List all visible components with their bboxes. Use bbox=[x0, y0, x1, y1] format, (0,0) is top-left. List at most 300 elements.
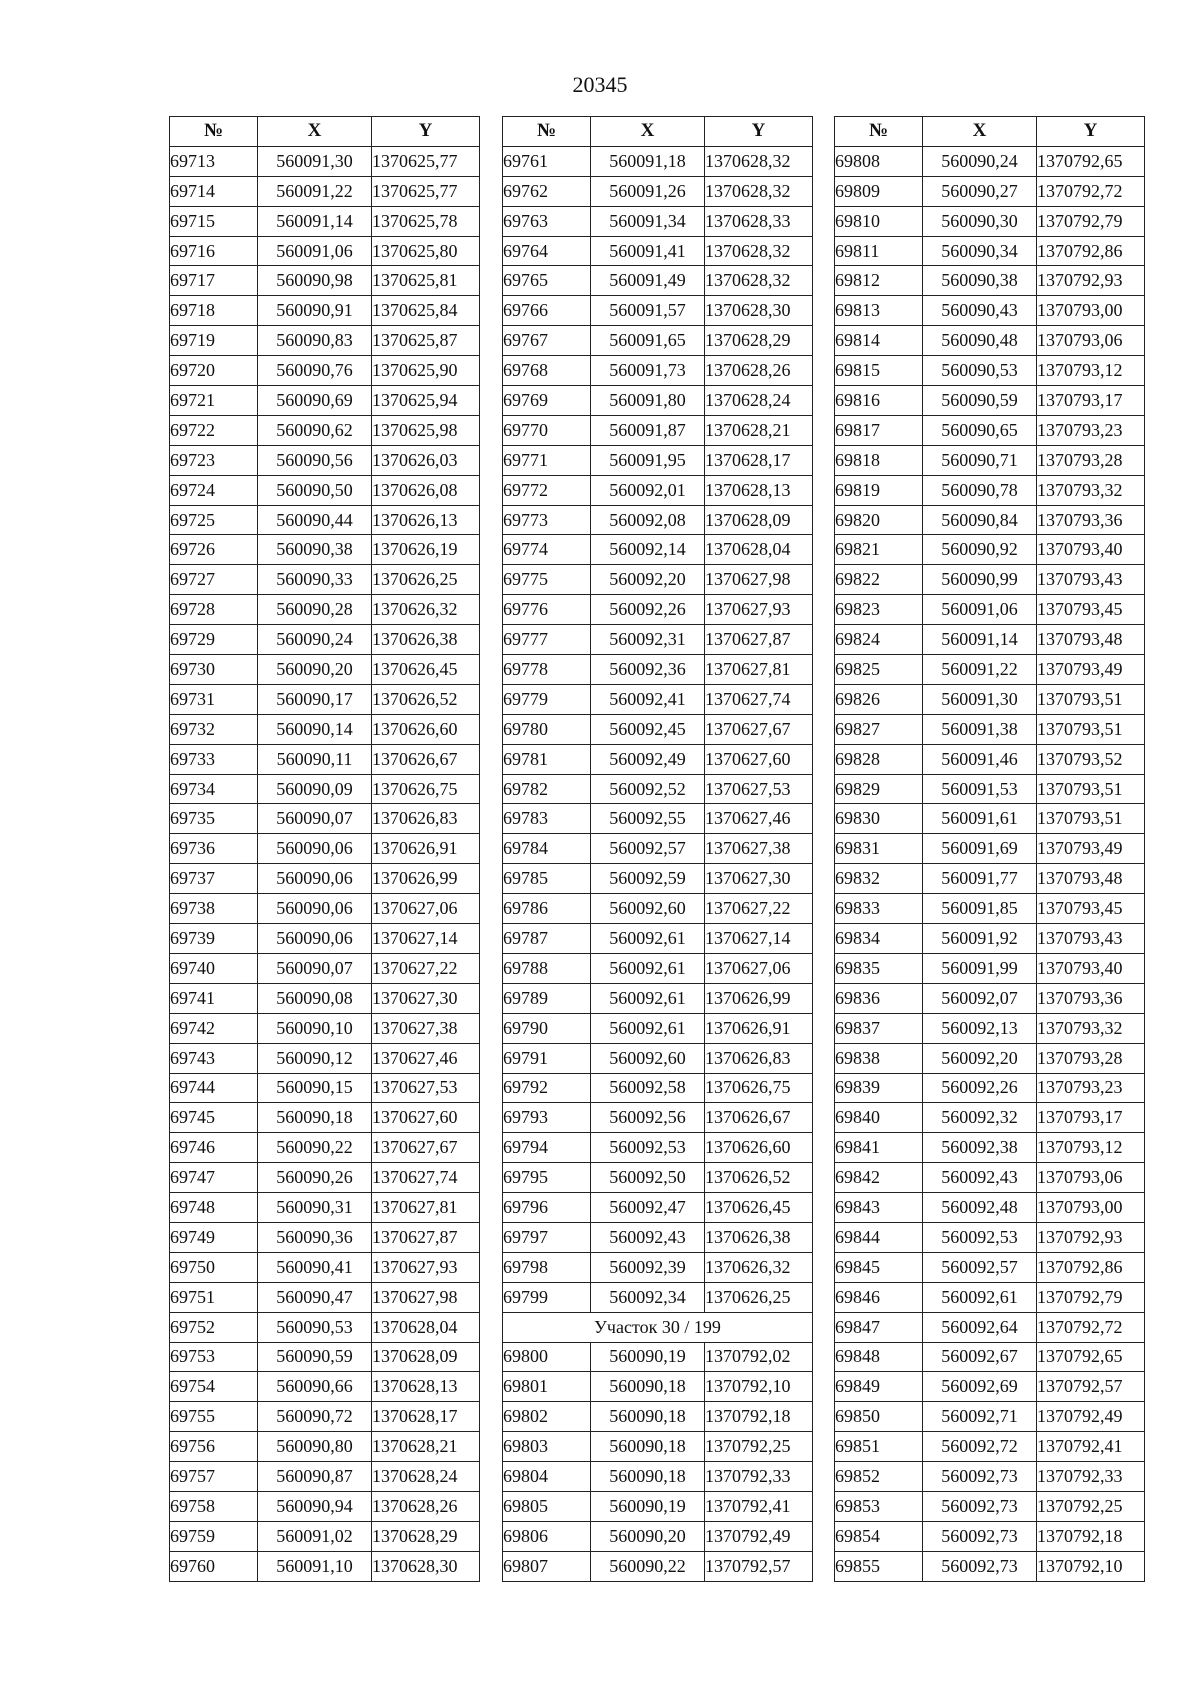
x-coordinate-cell: 560091,65 bbox=[591, 326, 705, 356]
point-number-cell: 69754 bbox=[170, 1372, 258, 1402]
y-coordinate-cell: 1370792,86 bbox=[1037, 236, 1145, 266]
table-row bbox=[170, 744, 480, 774]
table-row bbox=[503, 684, 813, 714]
table-row bbox=[503, 535, 813, 565]
y-coordinate-cell: 1370627,81 bbox=[372, 1193, 480, 1223]
y-coordinate-cell: 1370628,29 bbox=[705, 326, 813, 356]
point-number-cell: 69787 bbox=[503, 924, 591, 954]
table-row bbox=[503, 1252, 813, 1282]
y-coordinate-cell: 1370626,91 bbox=[705, 1013, 813, 1043]
y-coordinate-cell: 1370626,52 bbox=[705, 1163, 813, 1193]
x-coordinate-cell: 560092,61 bbox=[591, 1013, 705, 1043]
point-number-cell: 69735 bbox=[170, 804, 258, 834]
y-coordinate-cell: 1370793,51 bbox=[1037, 804, 1145, 834]
y-coordinate-cell: 1370793,51 bbox=[1037, 774, 1145, 804]
table-row bbox=[835, 1521, 1145, 1551]
point-number-cell: 69776 bbox=[503, 595, 591, 625]
point-number-cell: 69743 bbox=[170, 1043, 258, 1073]
point-number-cell: 69729 bbox=[170, 625, 258, 655]
point-number-cell: 69728 bbox=[170, 595, 258, 625]
y-coordinate-cell: 1370627,06 bbox=[372, 894, 480, 924]
y-coordinate-cell: 1370792,18 bbox=[705, 1402, 813, 1432]
table-row bbox=[503, 1163, 813, 1193]
y-coordinate-cell: 1370626,60 bbox=[705, 1133, 813, 1163]
table-row bbox=[503, 1521, 813, 1551]
table-row bbox=[170, 475, 480, 505]
point-number-cell: 69715 bbox=[170, 206, 258, 236]
x-coordinate-cell: 560092,43 bbox=[923, 1163, 1037, 1193]
x-coordinate-cell: 560092,59 bbox=[591, 864, 705, 894]
table-row bbox=[835, 1252, 1145, 1282]
table-row bbox=[170, 386, 480, 416]
point-number-cell: 69773 bbox=[503, 505, 591, 535]
y-coordinate-cell: 1370626,38 bbox=[705, 1222, 813, 1252]
table-row bbox=[503, 146, 813, 176]
table-row bbox=[503, 655, 813, 685]
point-number-cell: 69802 bbox=[503, 1402, 591, 1432]
point-number-cell: 69742 bbox=[170, 1013, 258, 1043]
x-coordinate-cell: 560092,57 bbox=[591, 834, 705, 864]
x-coordinate-cell: 560090,84 bbox=[923, 505, 1037, 535]
y-coordinate-cell: 1370793,48 bbox=[1037, 864, 1145, 894]
x-coordinate-cell: 560092,49 bbox=[591, 744, 705, 774]
x-coordinate-cell: 560092,31 bbox=[591, 625, 705, 655]
point-number-cell: 69740 bbox=[170, 953, 258, 983]
y-coordinate-cell: 1370626,38 bbox=[372, 625, 480, 655]
table-row bbox=[170, 146, 480, 176]
table-row bbox=[170, 1193, 480, 1223]
x-coordinate-cell: 560090,24 bbox=[258, 625, 372, 655]
y-coordinate-cell: 1370793,00 bbox=[1037, 1193, 1145, 1223]
point-number-cell: 69731 bbox=[170, 684, 258, 714]
y-coordinate-cell: 1370793,00 bbox=[1037, 296, 1145, 326]
point-number-cell: 69808 bbox=[835, 146, 923, 176]
table-row bbox=[835, 625, 1145, 655]
table-row bbox=[835, 864, 1145, 894]
table-row bbox=[170, 684, 480, 714]
x-coordinate-cell: 560092,71 bbox=[923, 1402, 1037, 1432]
table-row bbox=[503, 1551, 813, 1581]
x-coordinate-cell: 560090,18 bbox=[591, 1462, 705, 1492]
x-coordinate-cell: 560090,41 bbox=[258, 1252, 372, 1282]
table-row bbox=[835, 236, 1145, 266]
point-number-cell: 69769 bbox=[503, 386, 591, 416]
y-coordinate-cell: 1370793,12 bbox=[1037, 356, 1145, 386]
point-number-cell: 69737 bbox=[170, 864, 258, 894]
page-number: 20345 bbox=[572, 72, 628, 97]
y-coordinate-cell: 1370625,78 bbox=[372, 206, 480, 236]
x-coordinate-cell: 560090,14 bbox=[258, 714, 372, 744]
point-number-cell: 69744 bbox=[170, 1073, 258, 1103]
x-coordinate-cell: 560090,65 bbox=[923, 415, 1037, 445]
point-number-cell: 69747 bbox=[170, 1163, 258, 1193]
y-coordinate-cell: 1370792,93 bbox=[1037, 1222, 1145, 1252]
table-row bbox=[170, 953, 480, 983]
point-number-cell: 69840 bbox=[835, 1103, 923, 1133]
table-row bbox=[170, 236, 480, 266]
y-coordinate-cell: 1370627,30 bbox=[372, 983, 480, 1013]
point-number-cell: 69795 bbox=[503, 1163, 591, 1193]
x-coordinate-cell: 560091,26 bbox=[591, 176, 705, 206]
point-number-cell: 69799 bbox=[503, 1282, 591, 1312]
point-number-cell: 69843 bbox=[835, 1193, 923, 1223]
y-coordinate-cell: 1370792,72 bbox=[1037, 176, 1145, 206]
y-coordinate-cell: 1370627,38 bbox=[705, 834, 813, 864]
y-coordinate-cell: 1370793,17 bbox=[1037, 386, 1145, 416]
y-coordinate-cell: 1370628,21 bbox=[372, 1432, 480, 1462]
table-row bbox=[835, 1013, 1145, 1043]
x-coordinate-cell: 560090,06 bbox=[258, 924, 372, 954]
x-coordinate-cell: 560090,87 bbox=[258, 1462, 372, 1492]
y-coordinate-cell: 1370793,52 bbox=[1037, 744, 1145, 774]
x-coordinate-cell: 560091,18 bbox=[591, 146, 705, 176]
x-coordinate-cell: 560092,26 bbox=[591, 595, 705, 625]
table-row bbox=[835, 1043, 1145, 1073]
table-header-row bbox=[170, 117, 480, 147]
point-number-cell: 69759 bbox=[170, 1521, 258, 1551]
table-row bbox=[835, 1432, 1145, 1462]
x-coordinate-cell: 560090,06 bbox=[258, 864, 372, 894]
table-row bbox=[170, 714, 480, 744]
x-coordinate-cell: 560090,20 bbox=[591, 1521, 705, 1551]
y-coordinate-cell: 1370792,25 bbox=[1037, 1491, 1145, 1521]
y-coordinate-cell: 1370627,87 bbox=[705, 625, 813, 655]
point-number-cell: 69797 bbox=[503, 1222, 591, 1252]
y-coordinate-cell: 1370628,33 bbox=[705, 206, 813, 236]
y-coordinate-cell: 1370627,93 bbox=[705, 595, 813, 625]
y-coordinate-cell: 1370628,29 bbox=[372, 1521, 480, 1551]
table-row bbox=[503, 894, 813, 924]
x-coordinate-cell: 560090,59 bbox=[923, 386, 1037, 416]
table-row bbox=[170, 1491, 480, 1521]
table-row bbox=[503, 206, 813, 236]
point-number-cell: 69789 bbox=[503, 983, 591, 1013]
table-row bbox=[835, 475, 1145, 505]
x-coordinate-cell: 560090,27 bbox=[923, 176, 1037, 206]
section-label: Участок 30 / 199 bbox=[503, 1312, 813, 1342]
table-row bbox=[835, 296, 1145, 326]
table-row bbox=[503, 445, 813, 475]
table-row bbox=[835, 326, 1145, 356]
point-number-cell: 69753 bbox=[170, 1342, 258, 1372]
point-number-cell: 69718 bbox=[170, 296, 258, 326]
x-coordinate-cell: 560090,10 bbox=[258, 1013, 372, 1043]
point-number-cell: 69827 bbox=[835, 714, 923, 744]
y-coordinate-cell: 1370792,33 bbox=[1037, 1462, 1145, 1492]
point-number-cell: 69790 bbox=[503, 1013, 591, 1043]
y-coordinate-cell: 1370626,99 bbox=[705, 983, 813, 1013]
x-coordinate-cell: 560090,62 bbox=[258, 415, 372, 445]
x-coordinate-cell: 560092,60 bbox=[591, 894, 705, 924]
x-coordinate-cell: 560090,83 bbox=[258, 326, 372, 356]
x-coordinate-cell: 560092,73 bbox=[923, 1491, 1037, 1521]
y-coordinate-cell: 1370793,12 bbox=[1037, 1133, 1145, 1163]
y-coordinate-cell: 1370628,21 bbox=[705, 415, 813, 445]
x-coordinate-cell: 560090,09 bbox=[258, 774, 372, 804]
x-coordinate-cell: 560091,22 bbox=[923, 655, 1037, 685]
table-row bbox=[170, 864, 480, 894]
table-row bbox=[170, 1521, 480, 1551]
y-coordinate-cell: 1370627,74 bbox=[372, 1163, 480, 1193]
x-coordinate-cell: 560090,53 bbox=[258, 1312, 372, 1342]
y-coordinate-cell: 1370626,32 bbox=[705, 1252, 813, 1282]
x-coordinate-cell: 560090,06 bbox=[258, 894, 372, 924]
point-number-cell: 69823 bbox=[835, 595, 923, 625]
table-row bbox=[835, 924, 1145, 954]
x-coordinate-cell: 560092,07 bbox=[923, 983, 1037, 1013]
table-row bbox=[503, 625, 813, 655]
point-number-cell: 69805 bbox=[503, 1491, 591, 1521]
x-coordinate-cell: 560090,38 bbox=[258, 535, 372, 565]
table-row bbox=[170, 535, 480, 565]
y-coordinate-cell: 1370625,81 bbox=[372, 266, 480, 296]
point-number-cell: 69758 bbox=[170, 1491, 258, 1521]
point-number-cell: 69761 bbox=[503, 146, 591, 176]
y-coordinate-cell: 1370627,60 bbox=[705, 744, 813, 774]
table-row bbox=[503, 386, 813, 416]
table-row bbox=[835, 655, 1145, 685]
table-row bbox=[835, 206, 1145, 236]
x-coordinate-cell: 560090,31 bbox=[258, 1193, 372, 1223]
point-number-cell: 69730 bbox=[170, 655, 258, 685]
table-row bbox=[503, 415, 813, 445]
point-number-cell: 69853 bbox=[835, 1491, 923, 1521]
table-row bbox=[835, 445, 1145, 475]
x-coordinate-cell: 560091,80 bbox=[591, 386, 705, 416]
table-row bbox=[503, 176, 813, 206]
point-number-cell: 69809 bbox=[835, 176, 923, 206]
point-number-cell: 69723 bbox=[170, 445, 258, 475]
y-coordinate-cell: 1370628,30 bbox=[372, 1551, 480, 1581]
y-coordinate-cell: 1370628,17 bbox=[372, 1402, 480, 1432]
y-coordinate-cell: 1370628,32 bbox=[705, 176, 813, 206]
y-coordinate-cell: 1370628,26 bbox=[705, 356, 813, 386]
point-number-cell: 69855 bbox=[835, 1551, 923, 1581]
point-number-cell: 69760 bbox=[170, 1551, 258, 1581]
table-row bbox=[170, 1133, 480, 1163]
table-row bbox=[835, 595, 1145, 625]
point-number-cell: 69807 bbox=[503, 1551, 591, 1581]
point-number-cell: 69770 bbox=[503, 415, 591, 445]
y-coordinate-cell: 1370625,94 bbox=[372, 386, 480, 416]
table-row bbox=[170, 415, 480, 445]
x-coordinate-cell: 560090,59 bbox=[258, 1342, 372, 1372]
point-number-cell: 69725 bbox=[170, 505, 258, 535]
y-coordinate-cell: 1370628,24 bbox=[705, 386, 813, 416]
table-row bbox=[835, 1372, 1145, 1402]
point-number-cell: 69850 bbox=[835, 1402, 923, 1432]
x-coordinate-cell: 560092,20 bbox=[591, 565, 705, 595]
x-coordinate-cell: 560090,76 bbox=[258, 356, 372, 386]
point-number-cell: 69779 bbox=[503, 684, 591, 714]
table-row bbox=[170, 595, 480, 625]
point-number-cell: 69847 bbox=[835, 1312, 923, 1342]
y-coordinate-cell: 1370627,60 bbox=[372, 1103, 480, 1133]
x-coordinate-cell: 560091,73 bbox=[591, 356, 705, 386]
x-coordinate-cell: 560091,46 bbox=[923, 744, 1037, 774]
x-coordinate-cell: 560092,69 bbox=[923, 1372, 1037, 1402]
x-coordinate-cell: 560090,38 bbox=[923, 266, 1037, 296]
x-coordinate-cell: 560091,34 bbox=[591, 206, 705, 236]
table-row bbox=[503, 1342, 813, 1372]
table-row bbox=[835, 565, 1145, 595]
header-number: № bbox=[170, 117, 258, 147]
x-coordinate-cell: 560091,14 bbox=[923, 625, 1037, 655]
x-coordinate-cell: 560092,61 bbox=[591, 983, 705, 1013]
table-row bbox=[503, 475, 813, 505]
point-number-cell: 69732 bbox=[170, 714, 258, 744]
point-number-cell: 69826 bbox=[835, 684, 923, 714]
point-number-cell: 69833 bbox=[835, 894, 923, 924]
table-row bbox=[170, 1103, 480, 1133]
x-coordinate-cell: 560092,57 bbox=[923, 1252, 1037, 1282]
table-row bbox=[835, 834, 1145, 864]
y-coordinate-cell: 1370626,13 bbox=[372, 505, 480, 535]
y-coordinate-cell: 1370625,77 bbox=[372, 176, 480, 206]
x-coordinate-cell: 560092,38 bbox=[923, 1133, 1037, 1163]
point-number-cell: 69751 bbox=[170, 1282, 258, 1312]
x-coordinate-cell: 560090,22 bbox=[591, 1551, 705, 1581]
y-coordinate-cell: 1370627,67 bbox=[372, 1133, 480, 1163]
point-number-cell: 69836 bbox=[835, 983, 923, 1013]
table-row bbox=[170, 505, 480, 535]
y-coordinate-cell: 1370627,74 bbox=[705, 684, 813, 714]
y-coordinate-cell: 1370627,53 bbox=[705, 774, 813, 804]
y-coordinate-cell: 1370626,67 bbox=[372, 744, 480, 774]
table-row bbox=[503, 1402, 813, 1432]
y-coordinate-cell: 1370626,32 bbox=[372, 595, 480, 625]
point-number-cell: 69768 bbox=[503, 356, 591, 386]
x-coordinate-cell: 560090,07 bbox=[258, 953, 372, 983]
table-row bbox=[503, 924, 813, 954]
header-x: X bbox=[923, 117, 1037, 147]
point-number-cell: 69719 bbox=[170, 326, 258, 356]
point-number-cell: 69783 bbox=[503, 804, 591, 834]
y-coordinate-cell: 1370793,23 bbox=[1037, 415, 1145, 445]
table-row bbox=[503, 1372, 813, 1402]
coordinates-table-right bbox=[834, 116, 1145, 1582]
table-row bbox=[170, 655, 480, 685]
y-coordinate-cell: 1370627,38 bbox=[372, 1013, 480, 1043]
point-number-cell: 69831 bbox=[835, 834, 923, 864]
table-row bbox=[170, 1342, 480, 1372]
point-number-cell: 69821 bbox=[835, 535, 923, 565]
point-number-cell: 69755 bbox=[170, 1402, 258, 1432]
y-coordinate-cell: 1370793,43 bbox=[1037, 924, 1145, 954]
point-number-cell: 69792 bbox=[503, 1073, 591, 1103]
point-number-cell: 69752 bbox=[170, 1312, 258, 1342]
point-number-cell: 69813 bbox=[835, 296, 923, 326]
x-coordinate-cell: 560090,07 bbox=[258, 804, 372, 834]
point-number-cell: 69714 bbox=[170, 176, 258, 206]
y-coordinate-cell: 1370792,41 bbox=[705, 1491, 813, 1521]
y-coordinate-cell: 1370793,43 bbox=[1037, 565, 1145, 595]
point-number-cell: 69749 bbox=[170, 1222, 258, 1252]
x-coordinate-cell: 560090,99 bbox=[923, 565, 1037, 595]
x-coordinate-cell: 560090,71 bbox=[923, 445, 1037, 475]
x-coordinate-cell: 560090,26 bbox=[258, 1163, 372, 1193]
y-coordinate-cell: 1370625,98 bbox=[372, 415, 480, 445]
point-number-cell: 69845 bbox=[835, 1252, 923, 1282]
y-coordinate-cell: 1370793,28 bbox=[1037, 445, 1145, 475]
table-row bbox=[835, 894, 1145, 924]
x-coordinate-cell: 560090,33 bbox=[258, 565, 372, 595]
table-row bbox=[170, 983, 480, 1013]
table-row bbox=[170, 1163, 480, 1193]
x-coordinate-cell: 560092,67 bbox=[923, 1342, 1037, 1372]
table-row bbox=[170, 804, 480, 834]
y-coordinate-cell: 1370626,99 bbox=[372, 864, 480, 894]
y-coordinate-cell: 1370628,32 bbox=[705, 146, 813, 176]
y-coordinate-cell: 1370625,90 bbox=[372, 356, 480, 386]
y-coordinate-cell: 1370793,51 bbox=[1037, 684, 1145, 714]
point-number-cell: 69750 bbox=[170, 1252, 258, 1282]
y-coordinate-cell: 1370628,04 bbox=[705, 535, 813, 565]
table-row bbox=[835, 1342, 1145, 1372]
x-coordinate-cell: 560092,58 bbox=[591, 1073, 705, 1103]
y-coordinate-cell: 1370792,18 bbox=[1037, 1521, 1145, 1551]
table-row bbox=[503, 1043, 813, 1073]
x-coordinate-cell: 560092,26 bbox=[923, 1073, 1037, 1103]
table-row bbox=[503, 1222, 813, 1252]
point-number-cell: 69741 bbox=[170, 983, 258, 1013]
point-number-cell: 69854 bbox=[835, 1521, 923, 1551]
x-coordinate-cell: 560090,94 bbox=[258, 1491, 372, 1521]
x-coordinate-cell: 560091,30 bbox=[923, 684, 1037, 714]
y-coordinate-cell: 1370627,46 bbox=[705, 804, 813, 834]
table-row bbox=[503, 236, 813, 266]
y-coordinate-cell: 1370792,25 bbox=[705, 1432, 813, 1462]
x-coordinate-cell: 560090,19 bbox=[591, 1491, 705, 1521]
point-number-cell: 69771 bbox=[503, 445, 591, 475]
table-header-row bbox=[503, 117, 813, 147]
point-number-cell: 69764 bbox=[503, 236, 591, 266]
table-row bbox=[170, 565, 480, 595]
point-number-cell: 69767 bbox=[503, 326, 591, 356]
table-row bbox=[503, 1282, 813, 1312]
table-row bbox=[170, 1013, 480, 1043]
table-row bbox=[170, 625, 480, 655]
table-row bbox=[503, 505, 813, 535]
y-coordinate-cell: 1370627,98 bbox=[372, 1282, 480, 1312]
x-coordinate-cell: 560090,30 bbox=[923, 206, 1037, 236]
y-coordinate-cell: 1370793,49 bbox=[1037, 655, 1145, 685]
table-header-row bbox=[835, 117, 1145, 147]
x-coordinate-cell: 560090,92 bbox=[923, 535, 1037, 565]
y-coordinate-cell: 1370793,48 bbox=[1037, 625, 1145, 655]
table-row bbox=[170, 206, 480, 236]
point-number-cell: 69782 bbox=[503, 774, 591, 804]
y-coordinate-cell: 1370793,23 bbox=[1037, 1073, 1145, 1103]
y-coordinate-cell: 1370626,83 bbox=[705, 1043, 813, 1073]
point-number-cell: 69811 bbox=[835, 236, 923, 266]
table-row bbox=[835, 804, 1145, 834]
x-coordinate-cell: 560092,45 bbox=[591, 714, 705, 744]
point-number-cell: 69746 bbox=[170, 1133, 258, 1163]
header-number: № bbox=[835, 117, 923, 147]
point-number-cell: 69781 bbox=[503, 744, 591, 774]
y-coordinate-cell: 1370625,87 bbox=[372, 326, 480, 356]
table-row bbox=[835, 1073, 1145, 1103]
point-number-cell: 69829 bbox=[835, 774, 923, 804]
point-number-cell: 69739 bbox=[170, 924, 258, 954]
x-coordinate-cell: 560091,06 bbox=[923, 595, 1037, 625]
point-number-cell: 69796 bbox=[503, 1193, 591, 1223]
table-row bbox=[170, 1222, 480, 1252]
x-coordinate-cell: 560091,61 bbox=[923, 804, 1037, 834]
table-row bbox=[503, 864, 813, 894]
x-coordinate-cell: 560091,95 bbox=[591, 445, 705, 475]
